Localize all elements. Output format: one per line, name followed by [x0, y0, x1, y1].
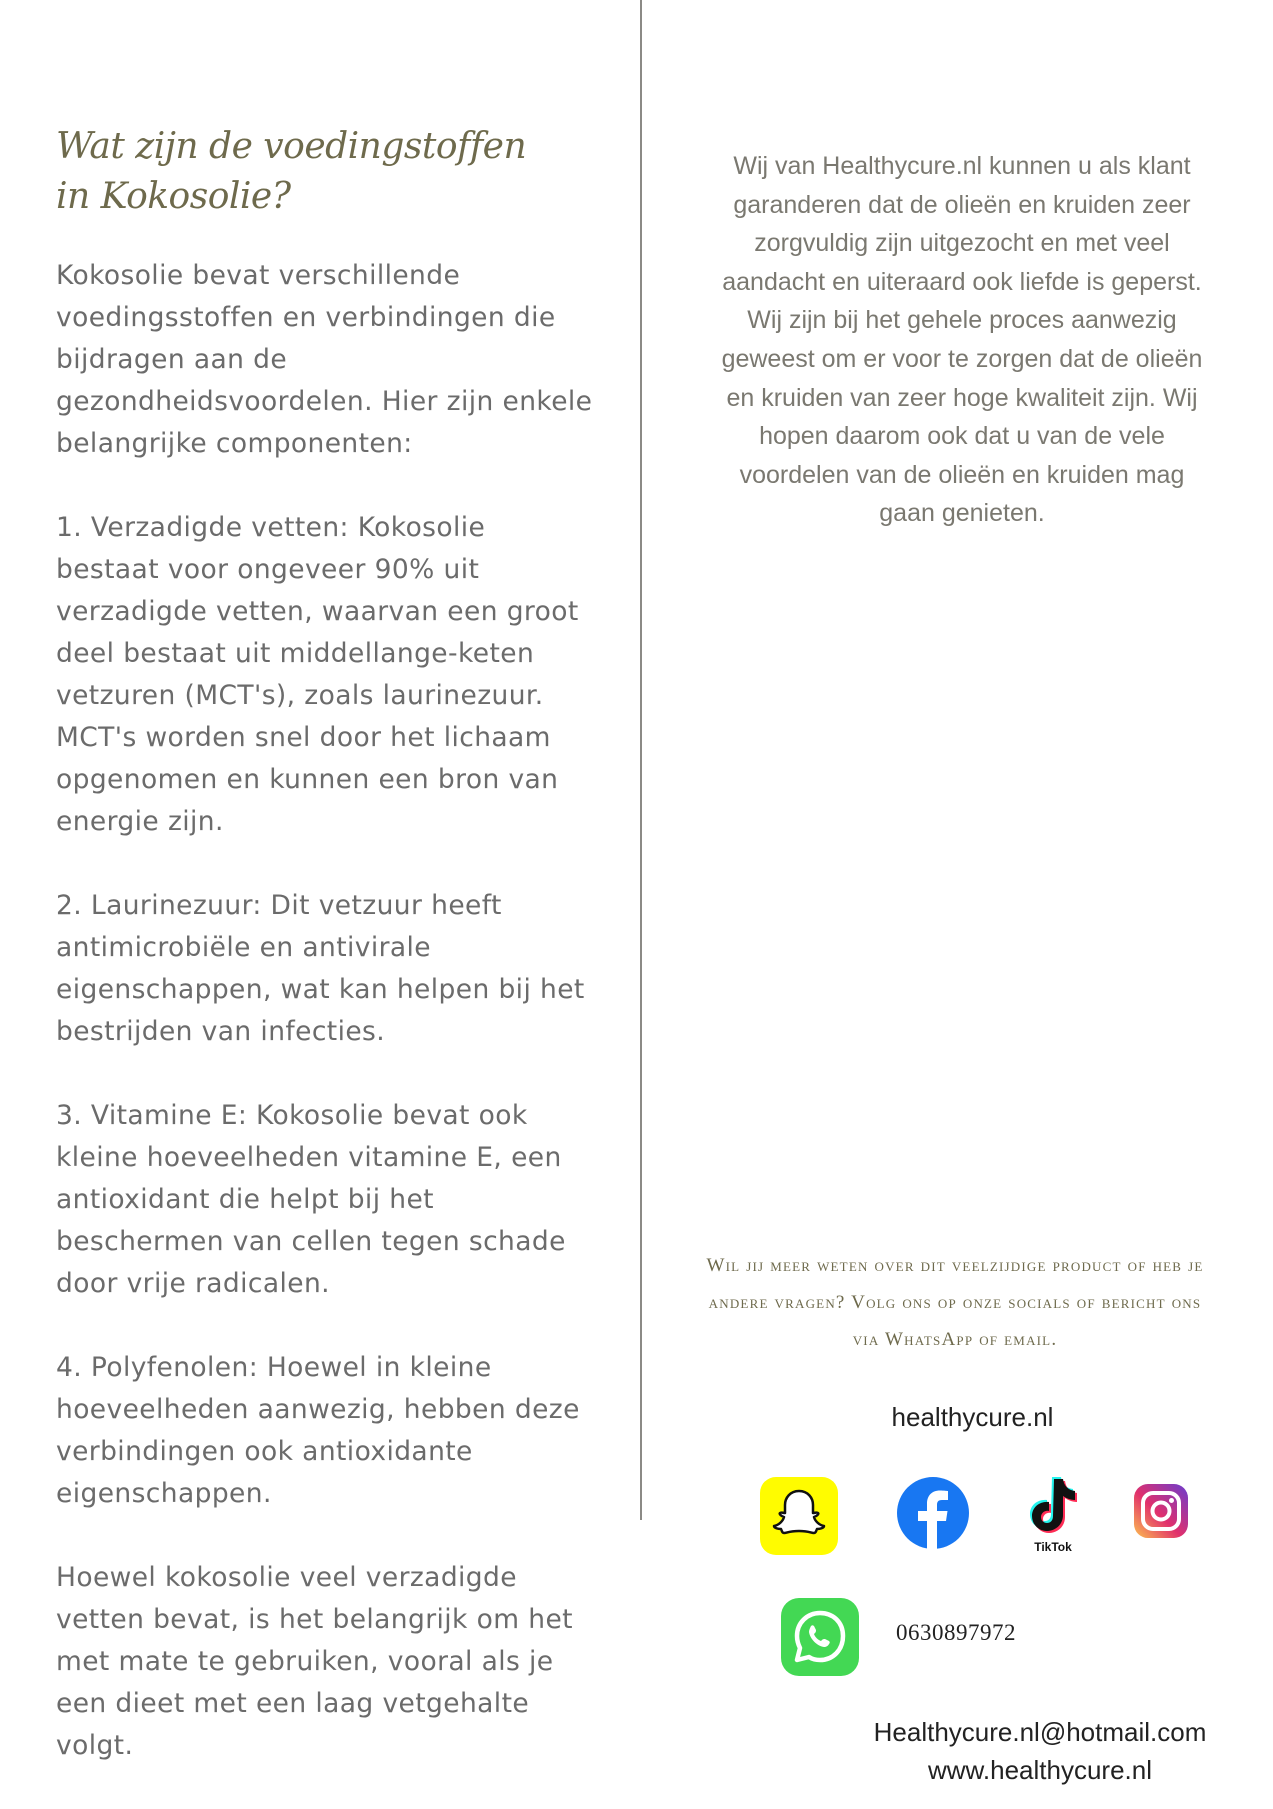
- title-line-2: in Kokosolie?: [56, 176, 291, 217]
- title-line-1: Wat zijn de voedingstoffen: [56, 126, 527, 167]
- tiktok-icon[interactable]: [1018, 1473, 1088, 1553]
- intro-paragraph: Kokosolie bevat verschillende voedingsstoffen en verbindingen die bijdragen aan de gezondheidsvoordelen. Hier zijn enkele belangrijke componenten:: [56, 260, 593, 459]
- phone-number[interactable]: 0630897972: [896, 1620, 1016, 1645]
- website-link[interactable]: www.healthycure.nl: [928, 1755, 1152, 1785]
- conclusion-paragraph: Hoewel kokosolie veel verzadigde vetten bevat, is het belangrijk om het met mate te gebruiken, vooral als je een dieet met een laag vetgehalte volgt.: [56, 1562, 573, 1761]
- contact-details: [820, 1713, 1260, 1789]
- instagram-icon[interactable]: [1134, 1484, 1188, 1538]
- whatsapp-icon[interactable]: [781, 1598, 859, 1676]
- page-title: [56, 122, 576, 222]
- site-name: healthycure.nl: [891, 1402, 1054, 1432]
- vitamin-e-paragraph: 3. Vitamine E: Kokosolie bevat ook kleine hoeveelheden vitamine E, een antioxidant die helpt bij het beschermen van cellen tegen schade door vrije radicalen.: [56, 1100, 566, 1299]
- email-address[interactable]: Healthycure.nl@hotmail.com: [873, 1717, 1207, 1747]
- nutrients-body: [56, 255, 596, 1809]
- saturated-fats-paragraph: 1. Verzadigde vetten: Kokosolie bestaat voor ongeveer 90% uit verzadigde vetten, waarvan een groot deel bestaat uit middellange-keten vetzuren (MCT's), zoals laurinezuur. MCT's worden snel door het lichaam opgenomen en kunnen een bron van energie zijn.: [56, 512, 579, 837]
- tiktok-label: TikTok: [1034, 1540, 1072, 1553]
- quality-guarantee-text: Wij van Healthycure.nl kunnen u als klant garanderen dat de olieën en kruiden zeer zorgvuldig zijn uitgezocht en met veel aandacht en uiteraard ook liefde is geperst. Wij zijn bij het gehele proces aanwezig geweest om er voor te zorgen dat de olieën en kruiden van zeer hoge kwaliteit zijn. Wij hopen daarom ook dat u van de vele voordelen van de olieën en kruiden mag gaan genieten.: [721, 152, 1203, 528]
- column-divider: [640, 0, 642, 1520]
- lauric-acid-paragraph: 2. Laurinezuur: Dit vetzuur heeft antimicrobiële en antivirale eigenschappen, wat kan helpen bij het bestrijden van infecties.: [56, 890, 585, 1047]
- polyphenols-paragraph: 4. Polyfenolen: Hoewel in kleine hoeveelheden aanwezig, hebben deze verbindingen ook antioxidante eigenschappen.: [56, 1352, 580, 1509]
- snapchat-icon[interactable]: [760, 1477, 838, 1555]
- contact-call-to-action: Wil jij meer weten over dit veelzijdige product of heb je andere vragen? Volg ons op onze socials of bericht ons via WhatsApp of email.: [706, 1255, 1204, 1350]
- facebook-icon[interactable]: [896, 1476, 970, 1550]
